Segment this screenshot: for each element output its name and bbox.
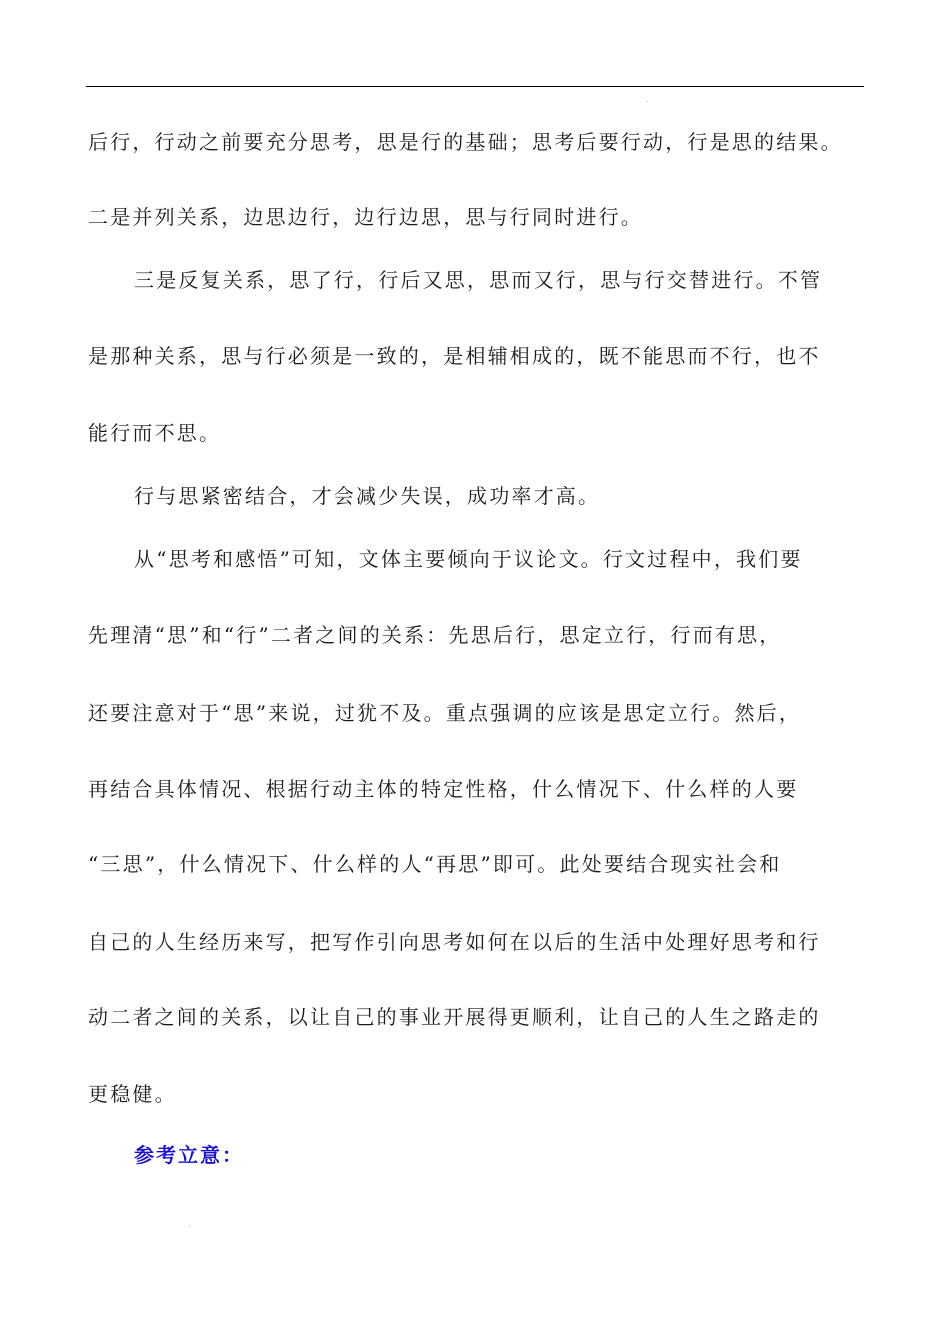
scan-speck (189, 1226, 190, 1227)
header-rule (86, 86, 864, 87)
paragraph-line: 再结合具体情况、根据行动主体的特定性格，什么情况下、什么样的人要 (88, 777, 799, 801)
paragraph-line: 更稳健。 (88, 1082, 177, 1106)
paragraph-line: 是那种关系，思与行必须是一致的，是相辅相成的，既不能思而不行，也不 (88, 344, 821, 368)
paragraph-line: 后行，行动之前要充分思考，思是行的基础；思考后要行动，行是思的结果。 (88, 130, 843, 154)
paragraph-line: 三是反复关系，思了行，行后又思，思而又行，思与行交替进行。不管 (134, 268, 823, 292)
paragraph-line: “三思”，什么情况下、什么样的人“再思”即可。此处要结合现实社会和 (88, 852, 782, 876)
paragraph-line: 二是并列关系，边思边行，边行边思，思与行同时进行。 (88, 205, 643, 229)
paragraph-line: 还要注意对于“思”来说，过犹不及。重点强调的应该是思定立行。然后， (88, 701, 802, 725)
paragraph-line: 能行而不思。 (88, 421, 222, 445)
paragraph-line: 动二者之间的关系，以让自己的事业开展得更顺利，让自己的人生之路走的 (88, 1005, 821, 1029)
reference-heading: 参考立意： (134, 1143, 244, 1167)
paragraph-line: 行与思紧密结合，才会减少失误，成功率才高。 (134, 484, 601, 508)
scan-speck (647, 101, 648, 102)
paragraph-line: 自己的人生经历来写，把写作引向思考如何在以后的生活中处理好思考和行 (88, 930, 821, 954)
paragraph-line: 从“思考和感悟”可知，文体主要倾向于议论文。行文过程中，我们要 (134, 547, 803, 571)
paragraph-line: 先理清“思”和“行”二者之间的关系：先思后行，思定立行，行而有思， (88, 623, 782, 647)
